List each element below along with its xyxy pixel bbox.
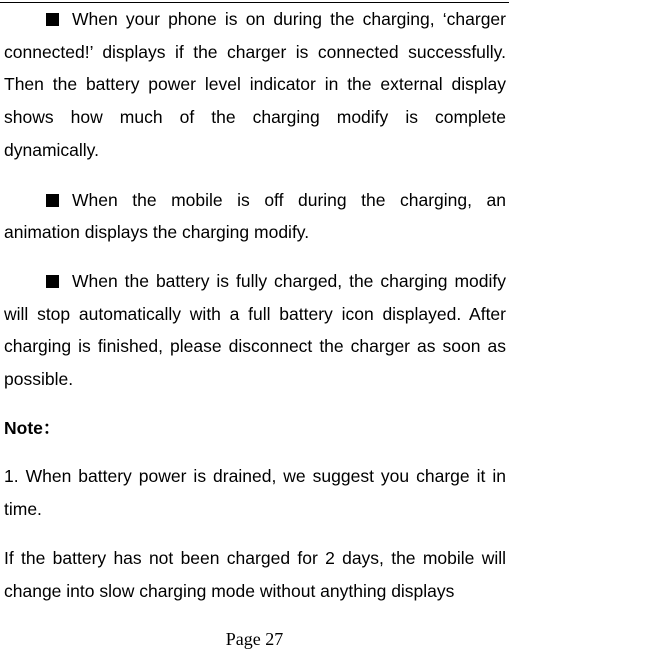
black-square-bullet-icon [46, 275, 59, 288]
note-heading: Note： [4, 417, 61, 438]
black-square-bullet-icon [46, 194, 59, 207]
bullet-paragraph-text: When the battery is fully charged, the charging modify will stop automatically with a full battery icon displayed. After charging is finished, please disconnect the charger as soon as possible. [4, 270, 506, 390]
bullet-paragraph-fully-charged [4, 265, 506, 396]
page-body [4, 3, 506, 607]
black-square-bullet-icon [46, 13, 59, 26]
bullet-paragraph-text: When your phone is on during the charging, ‘charger connected!’ displays if the charger is connected successfully. Then the battery power level indicator in the external display shows how much of the charging modify is complete dynamically. [4, 9, 506, 160]
note-item-2: If the battery has not been charged for 2 days, the mobile will change into slow charging mode without anything displays [4, 547, 506, 601]
page-number: Page 27 [225, 629, 284, 649]
bullet-paragraph-charging-off [4, 184, 506, 249]
note-item-1: 1. When battery power is drained, we suggest you charge it in time. [4, 466, 506, 520]
bullet-paragraph-text: When the mobile is off during the charging, an animation displays the charging modify. [4, 189, 506, 243]
bullet-paragraph-charging-on [4, 3, 506, 167]
